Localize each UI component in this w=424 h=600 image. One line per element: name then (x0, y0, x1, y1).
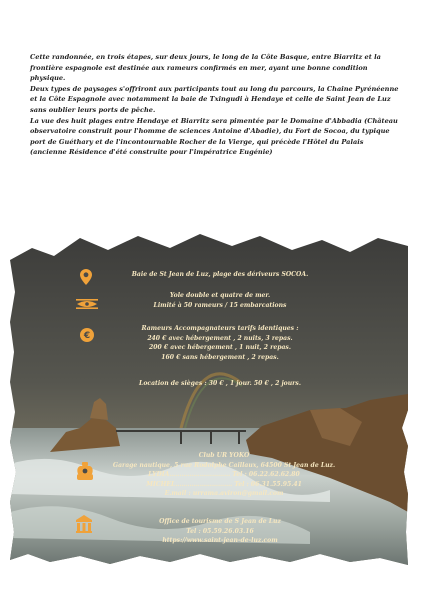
location-text (96, 270, 344, 280)
pricing-line-3: 160 € sans hébergement , 2 repas. (161, 353, 279, 361)
seats-text (100, 379, 340, 389)
contact-michel: MICHEL………………………. Tel : 06.31.55.95.41 (146, 480, 302, 488)
map-pin-icon (80, 269, 92, 285)
euro-icon (80, 328, 94, 342)
club-address: Garage nautique, 5 rue Rodolphe Caillaux, 64500 St Jean de Luz. (112, 461, 336, 469)
svg-text:€: € (83, 331, 91, 342)
tourism-name: Office de tourisme de S Jean de Luz (159, 518, 281, 525)
tourism-url[interactable]: https://www.saint-jean-de-luz.com (162, 537, 278, 545)
contact-email: E.mail : urrama.aviron@gmail.com (164, 490, 284, 498)
boats-line-1: Yole double et quatre de mer. (169, 292, 271, 299)
coastal-photo (10, 232, 408, 565)
contact-lydia: LYDIA………………………… Tel : 06.22.62.62.80 (148, 471, 300, 479)
pricing-header: Rameurs Accompagnateurs tarifs identiques : (141, 325, 299, 332)
pricing-line-1: 240 € avec hébergement , 2 nuits, 3 repas. (147, 334, 293, 342)
seats-line: Location de sièges : 30 € , 1 jour. 50 € , 2 jours. (139, 380, 301, 387)
tourism-phone: Tel : 05.59.26.03.16 (186, 527, 254, 535)
boats-line-2: Limité à 50 rameurs / 15 embarcations (153, 301, 287, 309)
pricing-line-2: 200 € avec hébergement , 1 nuit, 2 repas. (149, 344, 291, 352)
intro-paragraph-2: Deux types de paysages s'offriront aux participants tout au long du parcours, la Chaine Pyrénéenne et la Côte Espagnole avec notamment la baie de Txingudi à Hendaye et celle de Saint Jean de Luz sans oublier leurs ports de pêche. (30, 84, 399, 114)
location-line: Baie de St Jean de Luz, plage des dériveurs SOCOA. (131, 271, 309, 278)
building-icon (76, 515, 92, 533)
intro-text (30, 52, 402, 158)
contact-block (106, 451, 342, 499)
intro-paragraph-3: La vue des huit plages entre Hendaye et Biarritz sera pimentée par le Domaine d'Abbadia (Château observatoire construit pour l'homme de sciences Antoine d'Abadie), du Fort de Socoa, du typique port de Guéthary et de l'incontournable Rocher de la Vierge, qui précède l'Hôtel du Palais (ancienne Résidence d'été construite pour l'impératrice Eugénie) (30, 116, 398, 157)
pricing-text (110, 324, 330, 362)
intro-paragraph-1: Cette randonnée, en trois étapes, sur deux jours, le long de la Côte Basque, entre Biarritz et la frontière espagnole est destinée aux rameurs confirmés en mer, ayant une bonne condition physique. (30, 53, 381, 83)
kayak-icon (76, 296, 98, 312)
club-name: Club UR YOKO (198, 452, 250, 459)
tourism-block (110, 517, 330, 546)
phone-icon (74, 460, 96, 482)
boats-text (110, 291, 330, 310)
